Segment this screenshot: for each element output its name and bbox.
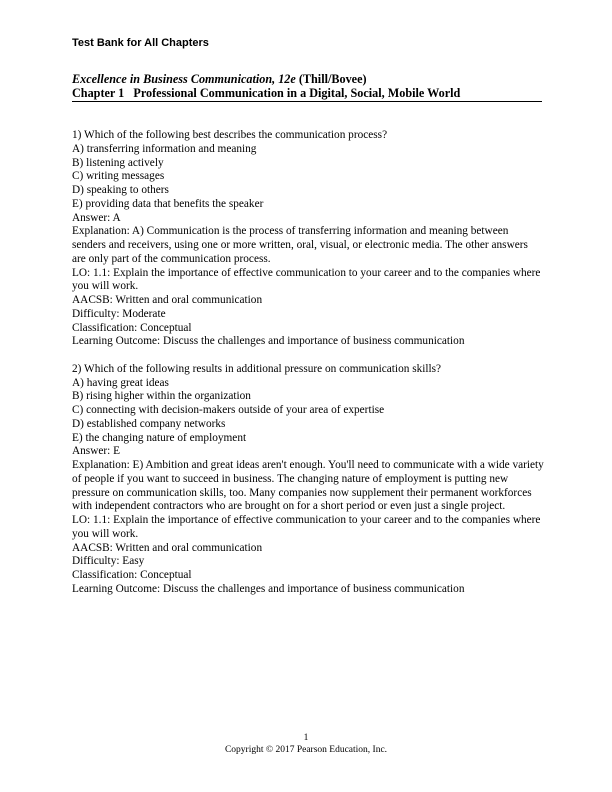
difficulty-tag: Difficulty: Easy — [72, 555, 145, 568]
answer-option: A) transferring information and meaning — [72, 142, 257, 155]
aacsb-tag: AACSB: Written and oral communication — [72, 541, 263, 554]
explanation-text: Explanation: A) Communication is the process of transferring information and meaning between senders and receivers, using one or more written, oral, visual, or electronic media. The other answers are only part of the communication process. — [72, 225, 528, 265]
question-block — [72, 363, 544, 597]
answer-option: B) listening actively — [72, 156, 164, 169]
page-number: 1 — [303, 733, 309, 743]
document-header-label: Test Bank for All Chapters — [72, 37, 209, 49]
question-text: 2) Which of the following results in additional pressure on communication skills? — [72, 362, 442, 375]
copyright-notice: Copyright © 2017 Pearson Education, Inc. — [224, 745, 388, 755]
question-list — [72, 129, 544, 610]
chapter-title: Chapter 1 Professional Communication in a Digital, Social, Mobile World — [72, 86, 461, 100]
book-title — [72, 72, 542, 86]
answer-option: C) writing messages — [72, 170, 165, 183]
explanation-text: Explanation: E) Ambition and great ideas aren't enough. You'll need to communicate with a wide variety of people if you want to succeed in business. The changing nature of employment is putting new pressure on communication skills, too. Many companies now supplement their permanent workforces with independent contractors who are brought on for a short period or even just a single project. — [72, 459, 544, 513]
learning-objective: LO: 1.1: Explain the importance of effective communication to your career and to the companies where you will work. — [72, 266, 541, 293]
answer-key: Answer: A — [72, 211, 121, 224]
question-block — [72, 129, 544, 349]
classification-tag: Classification: Conceptual — [72, 321, 192, 334]
learning-objective: LO: 1.1: Explain the importance of effective communication to your career and to the companies where you will work. — [72, 514, 541, 540]
answer-option: D) speaking to others — [72, 184, 169, 196]
aacsb-tag: AACSB: Written and oral communication — [72, 294, 263, 306]
answer-option: E) providing data that benefits the speaker — [72, 197, 264, 210]
answer-key: Answer: E — [72, 445, 121, 458]
book-title-italic: Excellence in Business Communication, 12e — [72, 72, 296, 86]
difficulty-tag: Difficulty: Moderate — [72, 307, 166, 320]
header-divider — [72, 101, 542, 102]
answer-option: B) rising higher within the organization — [72, 390, 251, 403]
question-text: 1) Which of the following best describes the communication process? — [72, 129, 388, 141]
learning-outcome: Learning Outcome: Discuss the challenges and importance of business communication — [72, 335, 465, 348]
book-authors: (Thill/Bovee) — [295, 72, 367, 86]
classification-tag: Classification: Conceptual — [72, 569, 192, 581]
answer-option: A) having great ideas — [72, 376, 169, 389]
answer-option: E) the changing nature of employment — [72, 431, 247, 444]
answer-option: C) connecting with decision-makers outside of your area of expertise — [72, 404, 385, 416]
learning-outcome: Learning Outcome: Discuss the challenges and importance of business communication — [72, 582, 465, 595]
answer-option: D) established company networks — [72, 417, 226, 430]
